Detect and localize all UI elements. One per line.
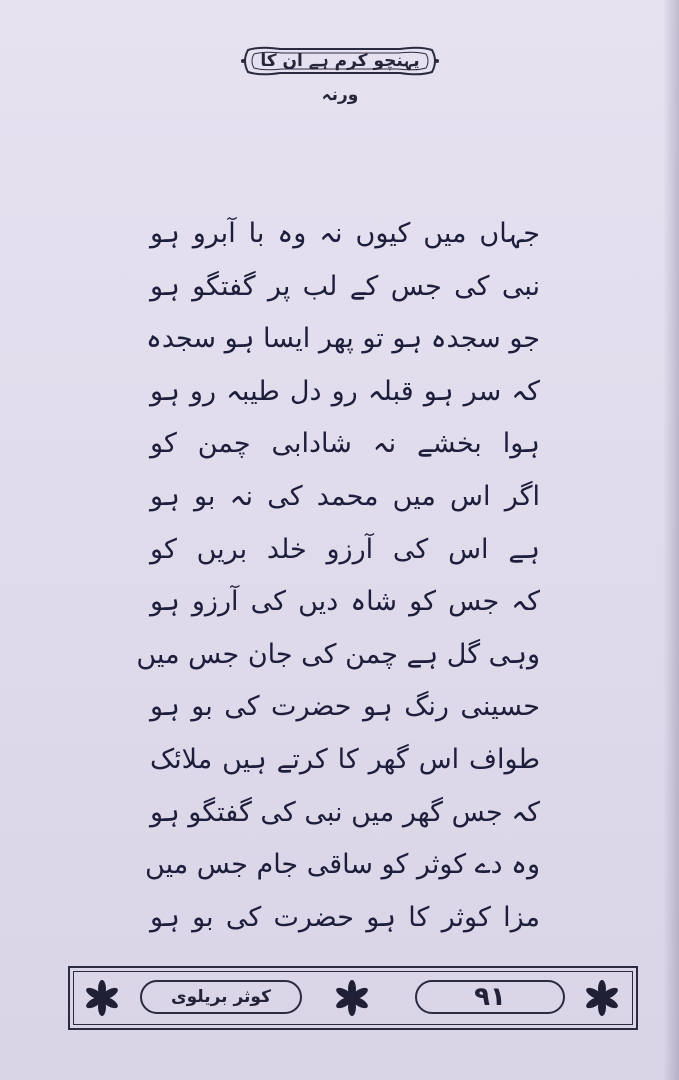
flower-ornament-icon — [582, 978, 622, 1018]
verse-line: کہ جس گھر میں نبی کی گفتگو ہو — [149, 796, 540, 828]
verse-line: مزا کوثر کا ہو حضرت کی بو ہو — [150, 901, 540, 933]
verse-line: طواف اس گھر کا کرتے ہیں ملائک — [150, 743, 540, 775]
verse-line: جہاں میں کیوں نہ وہ با آبرو ہو — [150, 218, 540, 249]
page-edge-shadow — [663, 0, 679, 1080]
poem — [136, 208, 540, 944]
verse-line: کہ جس کو شاہ دیں کی آرزو ہو — [150, 586, 540, 618]
verse-line: وہ دے کوثر کو ساقی جام جس میں — [145, 849, 540, 881]
header-banner — [240, 44, 440, 105]
verse-line: ہوا بخشے نہ شادابی چمن کو — [150, 428, 540, 460]
flower-ornament-icon — [332, 978, 372, 1018]
verse-line: نبی کی جس کے لب پر گفتگو ہو — [150, 270, 540, 302]
header-title: پہنچو کرم ہے ان کا ورنہ — [260, 51, 420, 105]
footer-frame — [68, 966, 638, 1030]
flower-ornament-icon — [82, 978, 122, 1018]
author-name: کوثر بریلوی — [140, 980, 302, 1014]
verse-line: جو سجدہ ہو تو پھر ایسا ہو سجدہ — [146, 323, 540, 355]
page-number: ۹۱ — [415, 980, 565, 1014]
verse-line: وہی گل ہے چمن کی جان جس میں — [136, 638, 540, 670]
verse-line: کہ سر ہو قبلہ رو دل طیبہ رو ہو — [150, 375, 540, 407]
verse-line: اگر اس میں محمد کی نہ بو ہو — [150, 480, 540, 512]
verse-line: ہے اس کی آرزو خلد بریں کو — [150, 533, 540, 565]
verse-line: حسینی رنگ ہو حضرت کی بو ہو — [150, 691, 540, 723]
